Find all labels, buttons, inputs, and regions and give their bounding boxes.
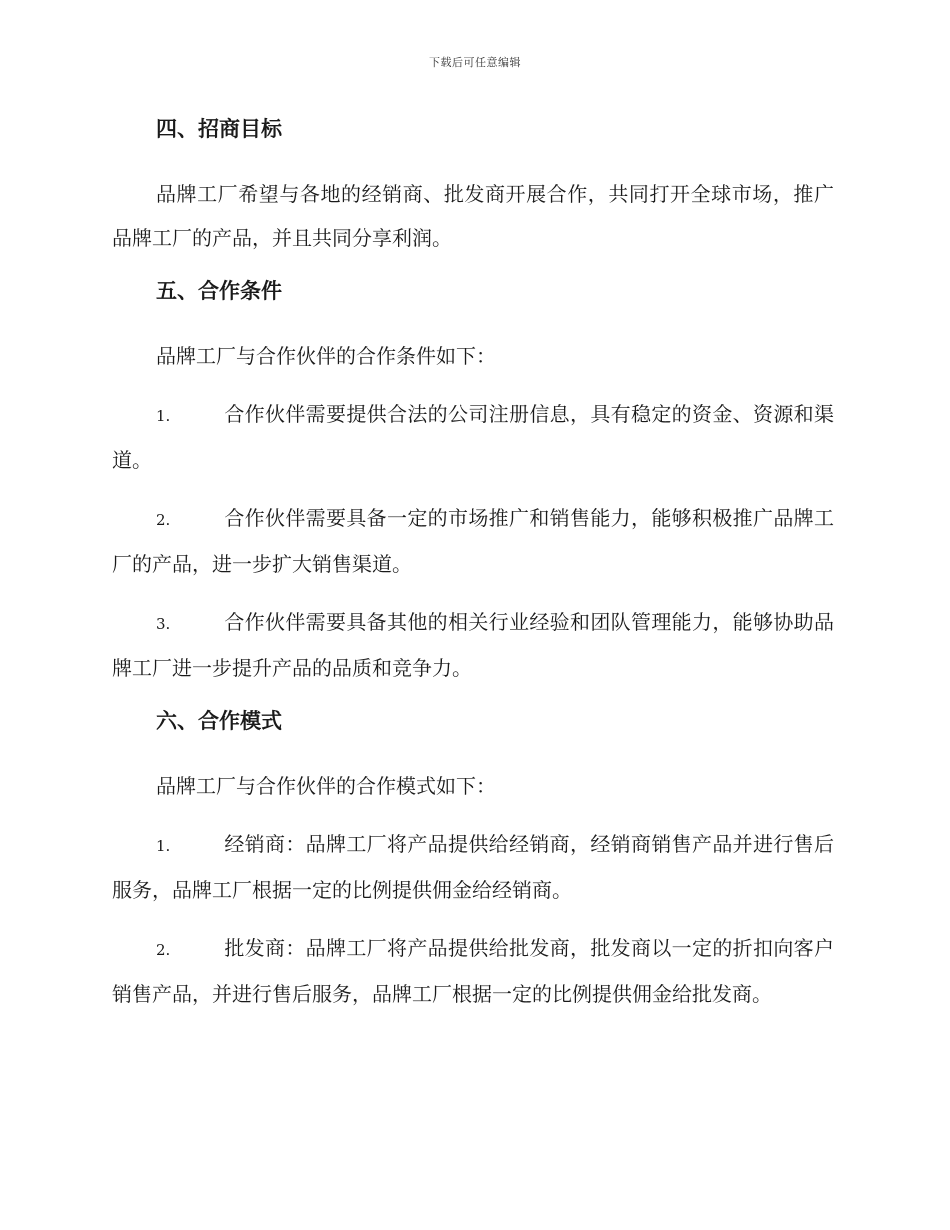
- list-item-number: 3.: [156, 615, 171, 633]
- list-item-text: 批发商：品牌工厂将产品提供给批发商，批发商以一定的折扣向客户销售产品，并进行售后服务，品牌工厂根据一定的比例提供佣金给批发商。: [112, 936, 834, 1006]
- section-intro: 品牌工厂希望与各地的经销商、批发商开展合作，共同打开全球市场，推广品牌工厂的产品，并且共同分享利润。: [112, 182, 834, 250]
- list-item: [112, 392, 834, 482]
- section-cooperation-conditions: [112, 274, 834, 690]
- list-item-text: 合作伙伴需要具备一定的市场推广和销售能力，能够积极推广品牌工厂的产品，进一步扩大销售渠道。: [112, 506, 834, 576]
- section-cooperation-mode: [112, 704, 834, 1016]
- list-item-number: 1.: [156, 837, 171, 855]
- list-item-text: 合作伙伴需要提供合法的公司注册信息，具有稳定的资金、资源和渠道。: [112, 402, 834, 472]
- list-item: [112, 496, 834, 586]
- list-item: [112, 926, 834, 1016]
- section-intro: 品牌工厂与合作伙伴的合作条件如下：: [156, 344, 496, 368]
- list-item-number: 2.: [156, 511, 171, 529]
- document-body: [112, 112, 834, 1030]
- list-item: [112, 822, 834, 912]
- list-item-text: 经销商：品牌工厂将产品提供给经销商，经销商销售产品并进行售后服务，品牌工厂根据一定的比例提供佣金给经销商。: [112, 832, 834, 902]
- page-header: 下载后可任意编辑: [429, 56, 521, 69]
- list-item-number: 2.: [156, 941, 171, 959]
- list-item: [112, 600, 834, 690]
- section-title: 五、合作条件: [156, 279, 282, 303]
- section-intro: 品牌工厂与合作伙伴的合作模式如下：: [156, 774, 496, 798]
- section-title: 四、招商目标: [156, 117, 282, 141]
- section-title: 六、合作模式: [156, 709, 282, 733]
- list-item-text: 合作伙伴需要具备其他的相关行业经验和团队管理能力，能够协助品牌工厂进一步提升产品的品质和竞争力。: [112, 610, 834, 680]
- list-item-number: 1.: [156, 407, 171, 425]
- section-recruitment-goal: [112, 112, 834, 260]
